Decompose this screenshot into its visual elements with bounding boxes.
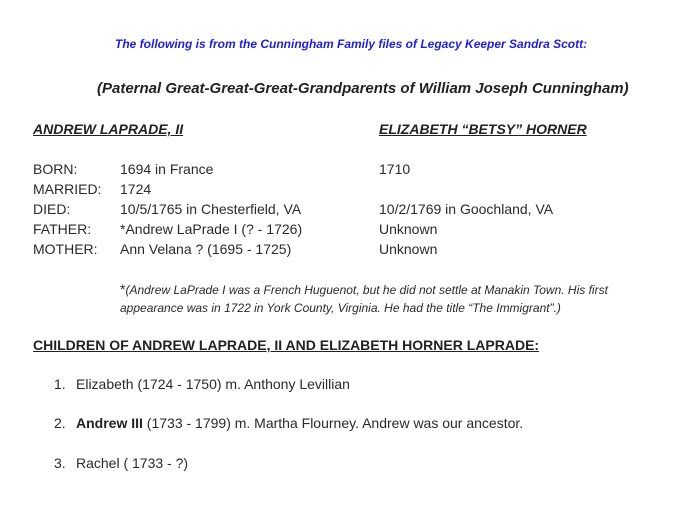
- wife-died: 10/2/1769 in Goochland, VA: [379, 201, 554, 217]
- list-item-number: 3.: [54, 455, 66, 471]
- list-item: [54, 415, 523, 431]
- subtitle: (Paternal Great-Great-Great-Grandparents of William Joseph Cunningham): [97, 80, 629, 97]
- husband-born: 1694 in France: [120, 161, 214, 177]
- list-item-number: 2.: [54, 415, 66, 431]
- wife-mother: Unknown: [379, 241, 438, 257]
- husband-mother: Ann Velana ? (1695 - 1725): [120, 241, 292, 257]
- husband-name: ANDREW LAPRADE, II: [33, 121, 184, 137]
- died-label: DIED:: [33, 201, 71, 217]
- wife-name: ELIZABETH “BETSY” HORNER: [379, 121, 587, 137]
- children-heading: CHILDREN OF ANDREW LAPRADE, II AND ELIZABETH HORNER LAPRADE:: [33, 337, 540, 353]
- wife-father: Unknown: [379, 221, 438, 237]
- married-label: MARRIED:: [33, 181, 102, 197]
- list-item-text: (1733 - 1799) m. Martha Flourney. Andrew was our ancestor.: [142, 415, 524, 431]
- list-item: [54, 376, 350, 392]
- husband-father: *Andrew LaPrade I (? - 1726): [120, 221, 303, 237]
- list-item-text: Elizabeth (1724 - 1750) m. Anthony Levillian: [76, 376, 350, 392]
- intro-line: The following is from the Cunningham Family files of Legacy Keeper Sandra Scott:: [115, 37, 588, 51]
- wife-born: 1710: [379, 161, 411, 177]
- list-item-bold: Andrew III: [76, 415, 143, 431]
- list-item: [54, 455, 188, 471]
- list-item-number: 1.: [54, 376, 66, 392]
- list-item-text: Rachel ( 1733 - ?): [76, 455, 189, 471]
- born-label: BORN:: [33, 161, 78, 177]
- footnote: [120, 280, 670, 317]
- husband-died: 10/5/1765 in Chesterfield, VA: [120, 201, 302, 217]
- footnote-text: (Andrew LaPrade I was a French Huguenot, but he did not settle at Manakin Town. His first appearance was in 1722 in York County, Virginia. He had the title “The Immigrant”.): [120, 283, 608, 315]
- footnote-star: *: [120, 281, 126, 297]
- mother-label: MOTHER:: [33, 241, 98, 257]
- father-label: FATHER:: [33, 221, 92, 237]
- married-year: 1724: [120, 181, 152, 197]
